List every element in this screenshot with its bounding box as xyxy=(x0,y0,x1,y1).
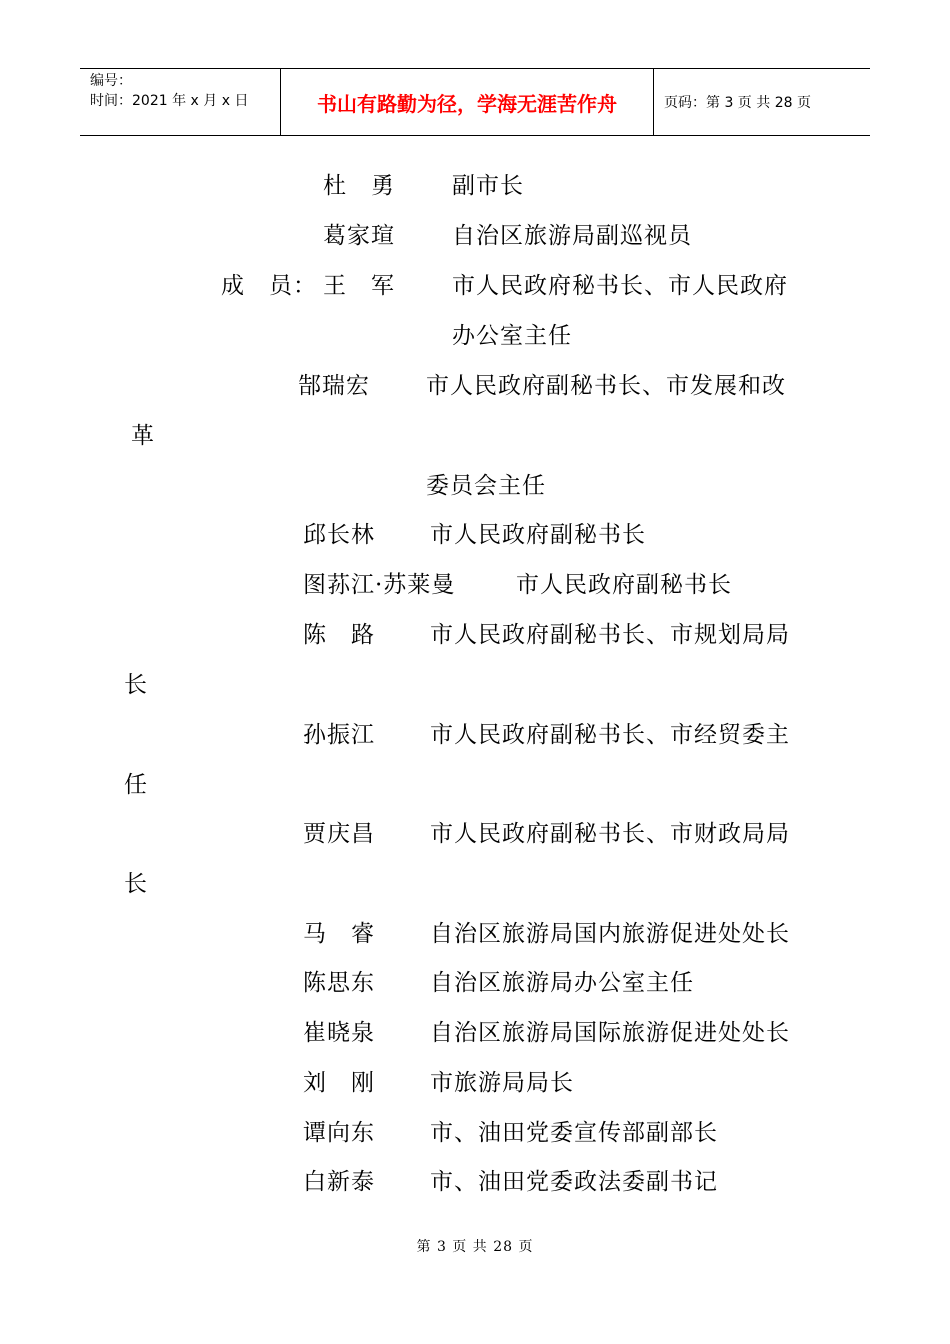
member-title: 市人民政府副秘书长、市经贸委主 xyxy=(430,722,790,748)
member-name: 陈 路 xyxy=(303,622,375,648)
member-name: 图荪江·苏莱曼 xyxy=(303,572,456,598)
member-title: 自治区旅游局办公室主任 xyxy=(430,970,694,996)
member-title-continued: 长 xyxy=(124,672,148,698)
document-time-label: 时间：2021 年 x 月 x 日 xyxy=(90,93,249,109)
member-title: 市人民政府副秘书长、市发展和改 xyxy=(426,373,786,399)
member-title: 副市长 xyxy=(452,173,524,199)
member-name: 葛家瑄 xyxy=(323,223,395,249)
member-name: 崔晓泉 xyxy=(303,1020,375,1046)
member-name: 孙振江 xyxy=(303,722,375,748)
member-title: 市旅游局局长 xyxy=(430,1070,574,1096)
member-name: 刘 刚 xyxy=(303,1070,375,1096)
member-name: 郜瑞宏 xyxy=(298,373,370,399)
member-title: 市、油田党委政法委副书记 xyxy=(430,1169,718,1195)
member-title: 市人民政府秘书长、市人民政府 xyxy=(452,273,788,299)
member-title-continued: 任 xyxy=(124,772,148,798)
members-label: 成 员： xyxy=(221,273,317,299)
member-title-continued: 长 xyxy=(124,871,148,897)
member-title: 市人民政府副秘书长 xyxy=(430,522,646,548)
header-meta xyxy=(80,69,281,135)
member-name: 贾庆昌 xyxy=(303,821,375,847)
member-title-continued: 革 xyxy=(131,423,155,449)
member-title: 自治区旅游局副巡视员 xyxy=(452,223,692,249)
member-title: 自治区旅游局国内旅游促进处处长 xyxy=(430,921,790,947)
document-number-label: 编号： xyxy=(90,73,132,89)
member-title: 自治区旅游局国际旅游促进处处长 xyxy=(430,1020,790,1046)
member-name: 白新泰 xyxy=(303,1169,375,1195)
member-title: 市人民政府副秘书长、市规划局局 xyxy=(430,622,790,648)
member-name: 马 睿 xyxy=(303,921,375,947)
member-title: 市、油田党委宣传部副部长 xyxy=(430,1120,718,1146)
page-footer: 第 3 页 共 28 页 xyxy=(416,1239,534,1255)
header-motto: 书山有路勤为径，学海无涯苦作舟 xyxy=(281,69,654,135)
member-title: 市人民政府副秘书长 xyxy=(516,572,732,598)
member-title: 市人民政府副秘书长、市财政局局 xyxy=(430,821,790,847)
member-name: 陈思东 xyxy=(303,970,375,996)
member-name: 邱长林 xyxy=(303,522,375,548)
header-page-number: 页码：第 3 页 共 28 页 xyxy=(664,95,811,111)
member-name: 王 军 xyxy=(323,273,395,299)
member-title-continued: 办公室主任 xyxy=(452,323,572,349)
page-header xyxy=(80,68,870,136)
member-name: 杜 勇 xyxy=(323,173,395,199)
member-name: 谭向东 xyxy=(303,1120,375,1146)
member-title-continued: 委员会主任 xyxy=(426,473,546,499)
